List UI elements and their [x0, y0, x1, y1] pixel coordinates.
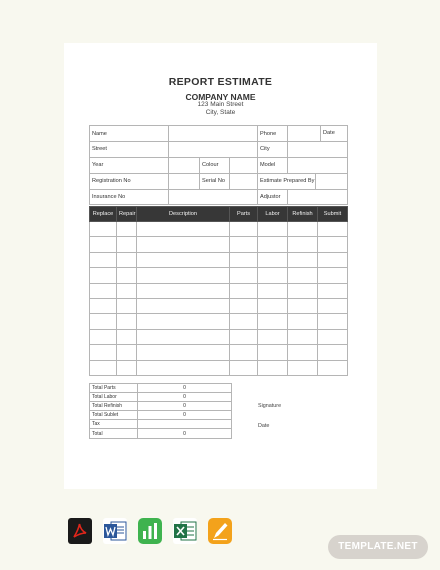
table-row: [90, 420, 232, 429]
cell-refinish[interactable]: [288, 237, 318, 252]
total-sublet-value[interactable]: 0: [138, 411, 232, 420]
cell-description[interactable]: [137, 268, 230, 283]
adobe-pdf-icon[interactable]: [68, 518, 92, 544]
document-page: [64, 43, 377, 489]
table-row: [90, 237, 348, 252]
cell-replace[interactable]: [90, 345, 117, 360]
cell-description[interactable]: [137, 314, 230, 329]
template-net-badge[interactable]: TEMPLATE.NET: [328, 535, 428, 559]
cell-replace[interactable]: [90, 314, 117, 329]
table-row: [90, 142, 348, 158]
registration-field[interactable]: [169, 174, 200, 189]
header-row: [90, 207, 348, 222]
name-field[interactable]: [169, 126, 258, 142]
cell-submit[interactable]: [318, 345, 348, 360]
company-name: COMPANY NAME: [185, 92, 256, 102]
apple-numbers-icon[interactable]: [138, 518, 162, 544]
table-row: [90, 360, 348, 375]
cell-replace[interactable]: [90, 298, 117, 313]
cell-repair[interactable]: [117, 268, 137, 283]
table-row: [90, 429, 232, 438]
cell-repair[interactable]: [117, 298, 137, 313]
cell-labor[interactable]: [258, 329, 288, 344]
cell-labor[interactable]: [258, 298, 288, 313]
table-row: [90, 126, 348, 142]
cell-submit[interactable]: [318, 283, 348, 298]
cell-labor[interactable]: [258, 314, 288, 329]
colour-field[interactable]: [230, 157, 258, 173]
col-header-refinish: Refinish: [288, 207, 318, 222]
year-label: Year: [90, 157, 169, 173]
total-refinish-value[interactable]: 0: [138, 402, 232, 411]
cell-repair[interactable]: [117, 252, 137, 267]
address-street: 123 Main Street: [197, 101, 244, 108]
table-row: [90, 222, 348, 237]
total-labor-label: Total Labor: [90, 393, 138, 402]
table-row: [90, 411, 232, 420]
cell-replace[interactable]: [90, 268, 117, 283]
cell-replace[interactable]: [90, 360, 117, 375]
cell-description[interactable]: [137, 360, 230, 375]
cell-repair[interactable]: [117, 314, 137, 329]
model-label: Model: [258, 157, 288, 173]
cell-replace[interactable]: [90, 283, 117, 298]
cell-replace[interactable]: [90, 252, 117, 267]
cell-replace[interactable]: [90, 237, 117, 252]
city-field[interactable]: [288, 142, 348, 158]
insurance-field[interactable]: [169, 189, 258, 205]
cell-parts[interactable]: [230, 329, 258, 344]
cell-description[interactable]: [137, 222, 230, 237]
colour-label: Colour: [202, 161, 219, 168]
cell-parts[interactable]: [230, 283, 258, 298]
apple-pages-icon[interactable]: [208, 518, 232, 544]
cell-repair[interactable]: [117, 345, 137, 360]
registration-label: Registration No: [90, 173, 169, 189]
cell-parts[interactable]: [230, 237, 258, 252]
address-city-state: City, State: [205, 109, 236, 116]
cell-labor[interactable]: [258, 283, 288, 298]
signature-label: Signature: [258, 403, 282, 409]
total-sublet-label: Total Sublet: [90, 411, 138, 420]
cell-labor[interactable]: [258, 252, 288, 267]
table-row: [90, 298, 348, 313]
col-header-labor: Labor: [258, 207, 288, 222]
cell-parts[interactable]: [230, 252, 258, 267]
cell-repair[interactable]: [117, 329, 137, 344]
cell-refinish[interactable]: [288, 360, 318, 375]
cell-parts[interactable]: [230, 222, 258, 237]
cell-submit[interactable]: [318, 252, 348, 267]
phone-field[interactable]: [288, 126, 321, 141]
cell-refinish[interactable]: [288, 345, 318, 360]
cell-parts[interactable]: [230, 360, 258, 375]
cell-replace[interactable]: [90, 222, 117, 237]
cell-repair[interactable]: [117, 222, 137, 237]
col-header-parts: Parts: [230, 207, 258, 222]
tax-label: Tax: [90, 420, 138, 429]
model-field[interactable]: [288, 157, 348, 173]
cell-refinish[interactable]: [288, 283, 318, 298]
table-row: [90, 345, 348, 360]
cell-parts[interactable]: [230, 298, 258, 313]
cell-refinish[interactable]: [288, 298, 318, 313]
cell-description[interactable]: [137, 283, 230, 298]
cell-labor[interactable]: [258, 360, 288, 375]
cell-repair[interactable]: [117, 283, 137, 298]
total-parts-label: Total Parts: [90, 384, 138, 393]
ms-excel-icon[interactable]: [173, 518, 197, 544]
table-row: [90, 384, 232, 393]
cell-submit[interactable]: [318, 314, 348, 329]
cell-submit[interactable]: [318, 237, 348, 252]
city-label: City: [258, 142, 288, 158]
signature-date-label: Date: [258, 423, 270, 429]
cell-description[interactable]: [137, 298, 230, 313]
cell-submit[interactable]: [318, 222, 348, 237]
table-row: [90, 189, 348, 205]
cell-replace[interactable]: [90, 329, 117, 344]
table-row: [90, 252, 348, 267]
totals-table: [89, 383, 232, 439]
cell-labor[interactable]: [258, 345, 288, 360]
col-header-replace: Replace: [90, 207, 117, 222]
table-row: [90, 157, 348, 173]
name-label: Name: [90, 126, 169, 142]
table-row: [90, 314, 348, 329]
year-field[interactable]: [169, 158, 200, 173]
table-row: [90, 402, 232, 411]
table-row: [90, 173, 348, 189]
col-header-repair: Repair: [117, 207, 137, 222]
cell-parts[interactable]: [230, 345, 258, 360]
total-refinish-label: Total Refinish: [90, 402, 138, 411]
cell-parts[interactable]: [230, 314, 258, 329]
cell-labor[interactable]: [258, 237, 288, 252]
cell-refinish[interactable]: [288, 329, 318, 344]
total-labor-value[interactable]: 0: [138, 393, 232, 402]
tax-value[interactable]: [138, 420, 232, 429]
cell-submit[interactable]: [318, 298, 348, 313]
cell-submit[interactable]: [318, 268, 348, 283]
ms-word-icon[interactable]: [103, 518, 127, 544]
adjustor-label: Adjustor: [258, 189, 288, 205]
street-label: Street: [90, 142, 169, 158]
total-parts-value[interactable]: 0: [138, 384, 232, 393]
cell-labor[interactable]: [258, 222, 288, 237]
col-header-description: Description: [137, 207, 230, 222]
total-label: Total: [90, 429, 138, 438]
table-row: [90, 268, 348, 283]
cell-description[interactable]: [137, 252, 230, 267]
table-row: [90, 393, 232, 402]
cell-submit[interactable]: [318, 329, 348, 344]
cell-parts[interactable]: [230, 268, 258, 283]
cell-description[interactable]: [137, 237, 230, 252]
estimate-prepared-by-field[interactable]: [316, 174, 347, 189]
total-value[interactable]: 0: [138, 429, 232, 438]
cell-refinish[interactable]: [288, 268, 318, 283]
cell-refinish[interactable]: [288, 222, 318, 237]
cell-labor[interactable]: [258, 268, 288, 283]
estimate-prepared-by-label: Estimate Prepared By: [258, 174, 316, 189]
cell-refinish[interactable]: [288, 252, 318, 267]
customer-info-table: [89, 125, 348, 205]
table-row: [90, 329, 348, 344]
adjustor-field[interactable]: [288, 189, 348, 205]
table-row: [90, 283, 348, 298]
line-items-table: [89, 206, 348, 376]
street-field[interactable]: [169, 142, 258, 158]
col-header-submit: Submit: [318, 207, 348, 222]
cell-repair[interactable]: [117, 237, 137, 252]
serial-label: Serial No: [202, 177, 226, 184]
cell-description[interactable]: [137, 345, 230, 360]
cell-submit[interactable]: [318, 360, 348, 375]
document-title: REPORT ESTIMATE: [168, 76, 273, 88]
cell-refinish[interactable]: [288, 314, 318, 329]
serial-field[interactable]: [230, 173, 258, 189]
cell-repair[interactable]: [117, 360, 137, 375]
phone-label: Phone: [258, 126, 288, 142]
cell-description[interactable]: [137, 329, 230, 344]
insurance-label: Insurance No: [90, 189, 169, 205]
date-label: Date: [323, 130, 335, 136]
